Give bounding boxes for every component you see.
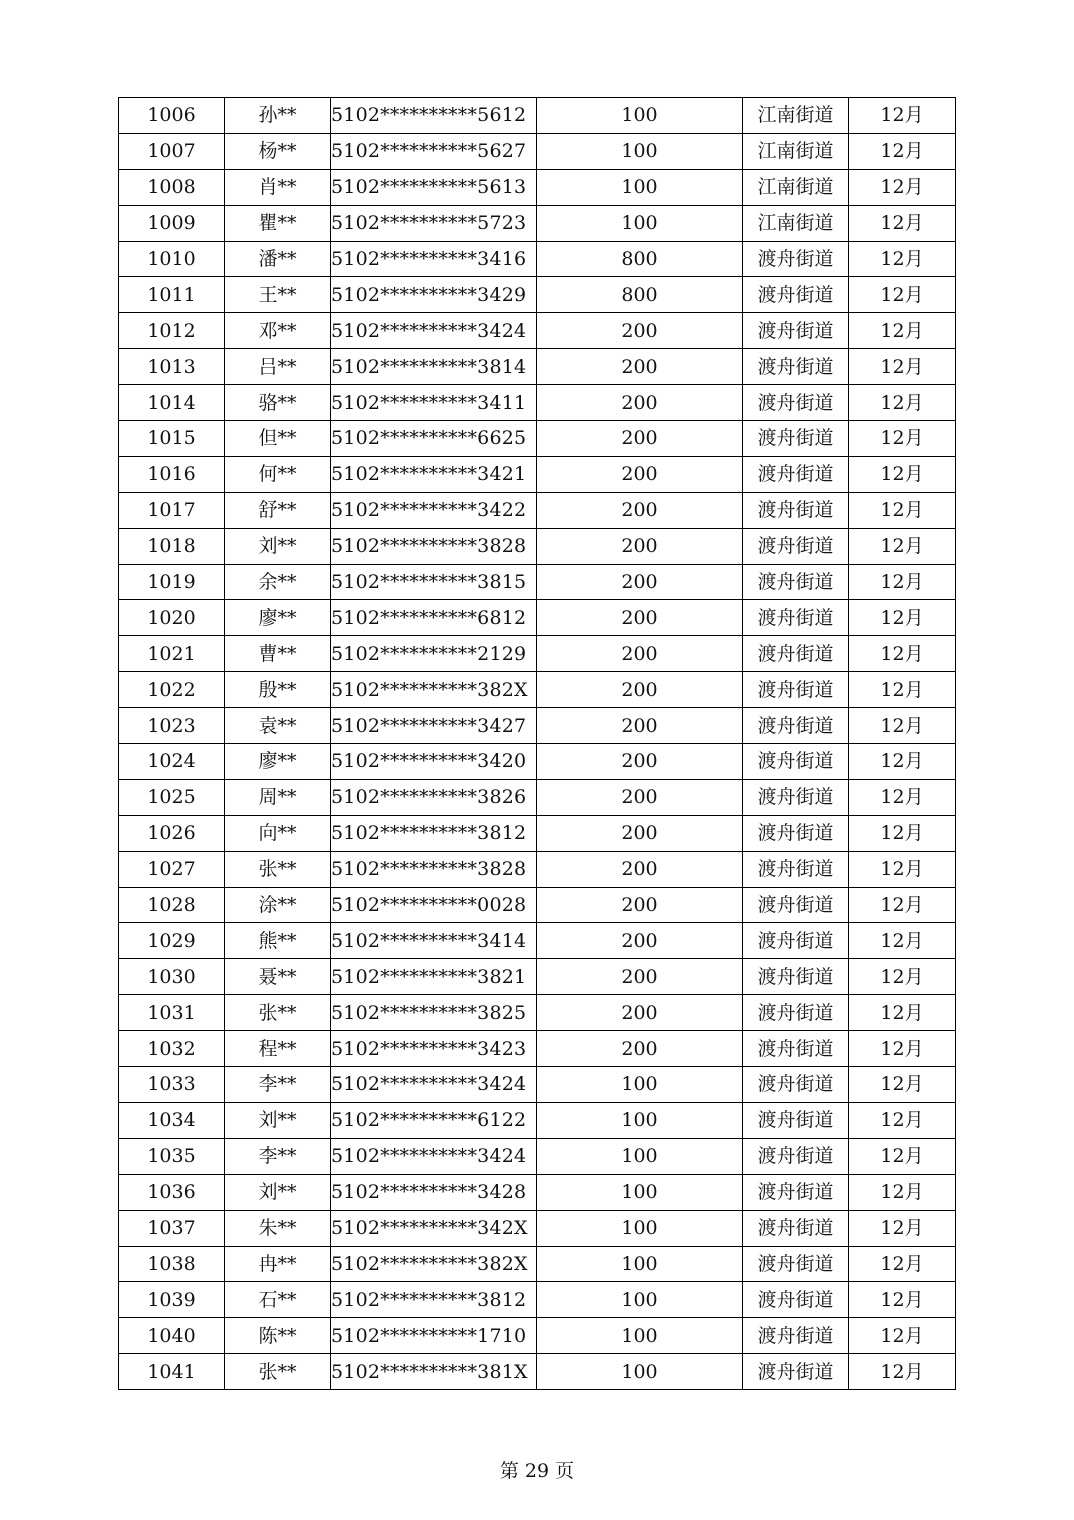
- month-cell: 12月: [849, 815, 956, 851]
- id-number-cell: 5102**********3427: [331, 708, 537, 744]
- id-number-cell: 5102**********3815: [331, 564, 537, 600]
- name-cell: 廖**: [225, 744, 331, 780]
- seq-cell: 1019: [119, 564, 225, 600]
- month-cell: 12月: [849, 1067, 956, 1103]
- id-number-cell: 5102**********3424: [331, 1067, 537, 1103]
- table-row: [119, 98, 956, 134]
- id-number-cell: 5102**********5613: [331, 169, 537, 205]
- id-number-cell: 5102**********3429: [331, 277, 537, 313]
- table-row: [119, 1067, 956, 1103]
- area-cell: 渡舟街道: [743, 744, 849, 780]
- month-cell: 12月: [849, 995, 956, 1031]
- table-row: [119, 277, 956, 313]
- area-cell: 渡舟街道: [743, 923, 849, 959]
- seq-cell: 1009: [119, 205, 225, 241]
- seq-cell: 1011: [119, 277, 225, 313]
- month-cell: 12月: [849, 959, 956, 995]
- amount-cell: 100: [537, 1282, 743, 1318]
- month-cell: 12月: [849, 708, 956, 744]
- area-cell: 渡舟街道: [743, 313, 849, 349]
- amount-cell: 800: [537, 277, 743, 313]
- table-row: [119, 600, 956, 636]
- table-row: [119, 1102, 956, 1138]
- table-row: [119, 385, 956, 421]
- records-table: [118, 97, 956, 1390]
- amount-cell: 200: [537, 887, 743, 923]
- name-cell: 孙**: [225, 98, 331, 134]
- table-row: [119, 1354, 956, 1390]
- seq-cell: 1017: [119, 492, 225, 528]
- month-cell: 12月: [849, 1354, 956, 1390]
- month-cell: 12月: [849, 887, 956, 923]
- id-number-cell: 5102**********3812: [331, 1282, 537, 1318]
- area-cell: 渡舟街道: [743, 708, 849, 744]
- area-cell: 江南街道: [743, 133, 849, 169]
- id-number-cell: 5102**********5627: [331, 133, 537, 169]
- id-number-cell: 5102**********3416: [331, 241, 537, 277]
- name-cell: 张**: [225, 851, 331, 887]
- month-cell: 12月: [849, 277, 956, 313]
- name-cell: 涂**: [225, 887, 331, 923]
- name-cell: 袁**: [225, 708, 331, 744]
- amount-cell: 100: [537, 1354, 743, 1390]
- amount-cell: 200: [537, 456, 743, 492]
- area-cell: 渡舟街道: [743, 672, 849, 708]
- table-row: [119, 205, 956, 241]
- seq-cell: 1015: [119, 421, 225, 457]
- month-cell: 12月: [849, 1318, 956, 1354]
- area-cell: 渡舟街道: [743, 492, 849, 528]
- seq-cell: 1036: [119, 1174, 225, 1210]
- name-cell: 邓**: [225, 313, 331, 349]
- seq-cell: 1030: [119, 959, 225, 995]
- name-cell: 潘**: [225, 241, 331, 277]
- seq-cell: 1010: [119, 241, 225, 277]
- id-number-cell: 5102**********3411: [331, 385, 537, 421]
- table-row: [119, 133, 956, 169]
- month-cell: 12月: [849, 492, 956, 528]
- area-cell: 渡舟街道: [743, 1354, 849, 1390]
- area-cell: 渡舟街道: [743, 1174, 849, 1210]
- amount-cell: 100: [537, 1246, 743, 1282]
- amount-cell: 200: [537, 385, 743, 421]
- amount-cell: 200: [537, 708, 743, 744]
- seq-cell: 1037: [119, 1210, 225, 1246]
- table-row: [119, 564, 956, 600]
- area-cell: 渡舟街道: [743, 779, 849, 815]
- month-cell: 12月: [849, 636, 956, 672]
- name-cell: 吕**: [225, 349, 331, 385]
- name-cell: 李**: [225, 1138, 331, 1174]
- seq-cell: 1039: [119, 1282, 225, 1318]
- area-cell: 渡舟街道: [743, 241, 849, 277]
- month-cell: 12月: [849, 1174, 956, 1210]
- area-cell: 渡舟街道: [743, 995, 849, 1031]
- table-row: [119, 851, 956, 887]
- area-cell: 渡舟街道: [743, 564, 849, 600]
- name-cell: 但**: [225, 421, 331, 457]
- month-cell: 12月: [849, 349, 956, 385]
- table-row: [119, 1282, 956, 1318]
- table-row: [119, 421, 956, 457]
- seq-cell: 1024: [119, 744, 225, 780]
- seq-cell: 1008: [119, 169, 225, 205]
- area-cell: 渡舟街道: [743, 887, 849, 923]
- records-table-body: [119, 98, 956, 1390]
- name-cell: 朱**: [225, 1210, 331, 1246]
- id-number-cell: 5102**********3821: [331, 959, 537, 995]
- seq-cell: 1025: [119, 779, 225, 815]
- area-cell: 渡舟街道: [743, 1210, 849, 1246]
- month-cell: 12月: [849, 528, 956, 564]
- name-cell: 石**: [225, 1282, 331, 1318]
- month-cell: 12月: [849, 672, 956, 708]
- id-number-cell: 5102**********3422: [331, 492, 537, 528]
- seq-cell: 1035: [119, 1138, 225, 1174]
- id-number-cell: 5102**********6625: [331, 421, 537, 457]
- month-cell: 12月: [849, 851, 956, 887]
- seq-cell: 1041: [119, 1354, 225, 1390]
- month-cell: 12月: [849, 98, 956, 134]
- id-number-cell: 5102**********3814: [331, 349, 537, 385]
- area-cell: 渡舟街道: [743, 349, 849, 385]
- area-cell: 江南街道: [743, 169, 849, 205]
- month-cell: 12月: [849, 1138, 956, 1174]
- amount-cell: 100: [537, 1318, 743, 1354]
- id-number-cell: 5102**********381X: [331, 1354, 537, 1390]
- name-cell: 熊**: [225, 923, 331, 959]
- id-number-cell: 5102**********3826: [331, 779, 537, 815]
- amount-cell: 100: [537, 133, 743, 169]
- area-cell: 渡舟街道: [743, 277, 849, 313]
- amount-cell: 100: [537, 1102, 743, 1138]
- table-row: [119, 1031, 956, 1067]
- amount-cell: 100: [537, 205, 743, 241]
- id-number-cell: 5102**********3424: [331, 313, 537, 349]
- name-cell: 王**: [225, 277, 331, 313]
- area-cell: 渡舟街道: [743, 1246, 849, 1282]
- table-row: [119, 923, 956, 959]
- name-cell: 聂**: [225, 959, 331, 995]
- seq-cell: 1038: [119, 1246, 225, 1282]
- area-cell: 渡舟街道: [743, 600, 849, 636]
- id-number-cell: 5102**********3825: [331, 995, 537, 1031]
- area-cell: 江南街道: [743, 205, 849, 241]
- seq-cell: 1033: [119, 1067, 225, 1103]
- month-cell: 12月: [849, 313, 956, 349]
- month-cell: 12月: [849, 600, 956, 636]
- table-row: [119, 708, 956, 744]
- table-row: [119, 815, 956, 851]
- amount-cell: 200: [537, 1031, 743, 1067]
- area-cell: 渡舟街道: [743, 959, 849, 995]
- seq-cell: 1016: [119, 456, 225, 492]
- id-number-cell: 5102**********382X: [331, 1246, 537, 1282]
- seq-cell: 1014: [119, 385, 225, 421]
- amount-cell: 100: [537, 1174, 743, 1210]
- area-cell: 渡舟街道: [743, 851, 849, 887]
- area-cell: 渡舟街道: [743, 636, 849, 672]
- amount-cell: 200: [537, 349, 743, 385]
- id-number-cell: 5102**********382X: [331, 672, 537, 708]
- id-number-cell: 5102**********3420: [331, 744, 537, 780]
- month-cell: 12月: [849, 744, 956, 780]
- area-cell: 渡舟街道: [743, 815, 849, 851]
- area-cell: 渡舟街道: [743, 421, 849, 457]
- seq-cell: 1031: [119, 995, 225, 1031]
- name-cell: 李**: [225, 1067, 331, 1103]
- month-cell: 12月: [849, 456, 956, 492]
- amount-cell: 100: [537, 1138, 743, 1174]
- table-row: [119, 169, 956, 205]
- name-cell: 骆**: [225, 385, 331, 421]
- table-row: [119, 1318, 956, 1354]
- seq-cell: 1023: [119, 708, 225, 744]
- month-cell: 12月: [849, 1031, 956, 1067]
- table-row: [119, 1138, 956, 1174]
- name-cell: 殷**: [225, 672, 331, 708]
- page-number: 第 29 页: [499, 1460, 575, 1482]
- month-cell: 12月: [849, 1246, 956, 1282]
- amount-cell: 200: [537, 851, 743, 887]
- name-cell: 刘**: [225, 1174, 331, 1210]
- area-cell: 渡舟街道: [743, 456, 849, 492]
- name-cell: 肖**: [225, 169, 331, 205]
- area-cell: 渡舟街道: [743, 1138, 849, 1174]
- area-cell: 渡舟街道: [743, 1318, 849, 1354]
- id-number-cell: 5102**********3828: [331, 851, 537, 887]
- amount-cell: 100: [537, 169, 743, 205]
- month-cell: 12月: [849, 779, 956, 815]
- amount-cell: 200: [537, 959, 743, 995]
- name-cell: 刘**: [225, 1102, 331, 1138]
- id-number-cell: 5102**********2129: [331, 636, 537, 672]
- name-cell: 张**: [225, 995, 331, 1031]
- id-number-cell: 5102**********1710: [331, 1318, 537, 1354]
- area-cell: 渡舟街道: [743, 385, 849, 421]
- name-cell: 刘**: [225, 528, 331, 564]
- name-cell: 冉**: [225, 1246, 331, 1282]
- amount-cell: 200: [537, 492, 743, 528]
- amount-cell: 200: [537, 744, 743, 780]
- table-row: [119, 313, 956, 349]
- seq-cell: 1028: [119, 887, 225, 923]
- amount-cell: 200: [537, 564, 743, 600]
- id-number-cell: 5102**********342X: [331, 1210, 537, 1246]
- name-cell: 廖**: [225, 600, 331, 636]
- seq-cell: 1007: [119, 133, 225, 169]
- month-cell: 12月: [849, 421, 956, 457]
- seq-cell: 1022: [119, 672, 225, 708]
- seq-cell: 1021: [119, 636, 225, 672]
- seq-cell: 1026: [119, 815, 225, 851]
- month-cell: 12月: [849, 923, 956, 959]
- id-number-cell: 5102**********3812: [331, 815, 537, 851]
- name-cell: 瞿**: [225, 205, 331, 241]
- amount-cell: 200: [537, 672, 743, 708]
- amount-cell: 100: [537, 1210, 743, 1246]
- table-row: [119, 492, 956, 528]
- id-number-cell: 5102**********6122: [331, 1102, 537, 1138]
- amount-cell: 200: [537, 528, 743, 564]
- table-row: [119, 456, 956, 492]
- id-number-cell: 5102**********3414: [331, 923, 537, 959]
- table-row: [119, 779, 956, 815]
- id-number-cell: 5102**********5723: [331, 205, 537, 241]
- month-cell: 12月: [849, 205, 956, 241]
- id-number-cell: 5102**********3428: [331, 1174, 537, 1210]
- table-row: [119, 1210, 956, 1246]
- seq-cell: 1029: [119, 923, 225, 959]
- name-cell: 余**: [225, 564, 331, 600]
- seq-cell: 1006: [119, 98, 225, 134]
- month-cell: 12月: [849, 133, 956, 169]
- name-cell: 向**: [225, 815, 331, 851]
- table-row: [119, 672, 956, 708]
- amount-cell: 200: [537, 313, 743, 349]
- month-cell: 12月: [849, 564, 956, 600]
- table-row: [119, 887, 956, 923]
- seq-cell: 1018: [119, 528, 225, 564]
- amount-cell: 200: [537, 421, 743, 457]
- month-cell: 12月: [849, 385, 956, 421]
- area-cell: 渡舟街道: [743, 1282, 849, 1318]
- name-cell: 杨**: [225, 133, 331, 169]
- id-number-cell: 5102**********6812: [331, 600, 537, 636]
- id-number-cell: 5102**********3421: [331, 456, 537, 492]
- table-row: [119, 995, 956, 1031]
- table-row: [119, 959, 956, 995]
- table-row: [119, 744, 956, 780]
- id-number-cell: 5102**********3828: [331, 528, 537, 564]
- id-number-cell: 5102**********0028: [331, 887, 537, 923]
- seq-cell: 1020: [119, 600, 225, 636]
- table-row: [119, 1246, 956, 1282]
- amount-cell: 200: [537, 779, 743, 815]
- table-row: [119, 349, 956, 385]
- area-cell: 江南街道: [743, 98, 849, 134]
- month-cell: 12月: [849, 169, 956, 205]
- name-cell: 舒**: [225, 492, 331, 528]
- name-cell: 程**: [225, 1031, 331, 1067]
- amount-cell: 200: [537, 815, 743, 851]
- name-cell: 陈**: [225, 1318, 331, 1354]
- name-cell: 张**: [225, 1354, 331, 1390]
- table-row: [119, 241, 956, 277]
- amount-cell: 200: [537, 636, 743, 672]
- area-cell: 渡舟街道: [743, 1102, 849, 1138]
- amount-cell: 100: [537, 1067, 743, 1103]
- id-number-cell: 5102**********5612: [331, 98, 537, 134]
- seq-cell: 1040: [119, 1318, 225, 1354]
- seq-cell: 1034: [119, 1102, 225, 1138]
- month-cell: 12月: [849, 1282, 956, 1318]
- name-cell: 何**: [225, 456, 331, 492]
- area-cell: 渡舟街道: [743, 528, 849, 564]
- month-cell: 12月: [849, 1102, 956, 1138]
- amount-cell: 200: [537, 600, 743, 636]
- seq-cell: 1013: [119, 349, 225, 385]
- seq-cell: 1012: [119, 313, 225, 349]
- area-cell: 渡舟街道: [743, 1067, 849, 1103]
- seq-cell: 1027: [119, 851, 225, 887]
- table-row: [119, 636, 956, 672]
- amount-cell: 100: [537, 98, 743, 134]
- name-cell: 曹**: [225, 636, 331, 672]
- name-cell: 周**: [225, 779, 331, 815]
- id-number-cell: 5102**********3424: [331, 1138, 537, 1174]
- table-row: [119, 528, 956, 564]
- id-number-cell: 5102**********3423: [331, 1031, 537, 1067]
- area-cell: 渡舟街道: [743, 1031, 849, 1067]
- amount-cell: 800: [537, 241, 743, 277]
- seq-cell: 1032: [119, 1031, 225, 1067]
- table-row: [119, 1174, 956, 1210]
- month-cell: 12月: [849, 1210, 956, 1246]
- amount-cell: 200: [537, 995, 743, 1031]
- amount-cell: 200: [537, 923, 743, 959]
- month-cell: 12月: [849, 241, 956, 277]
